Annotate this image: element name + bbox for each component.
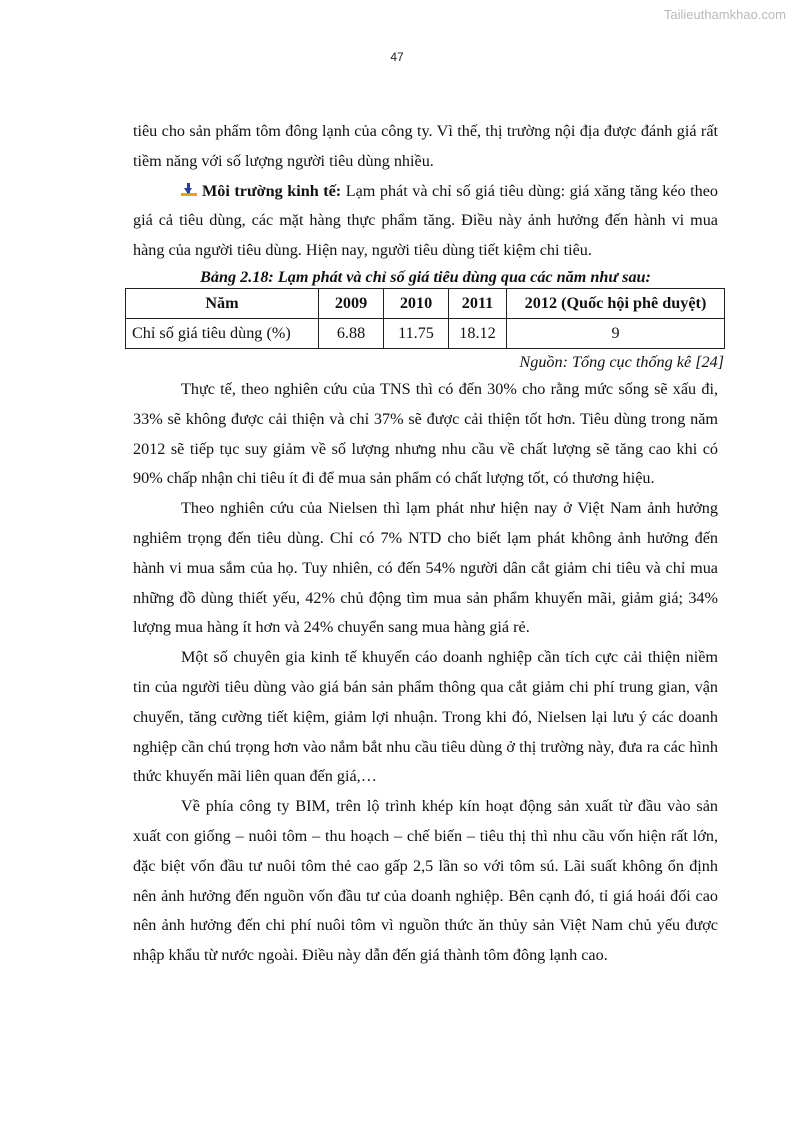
- header-2009: 2009: [319, 288, 384, 318]
- paragraph-intro: tiêu cho sản phẩm tôm đông lạnh của công ty. Vì thế, thị trường nội địa được đánh giá rất tiềm năng với số lượng người tiêu dùng nhiều.: [133, 122, 718, 170]
- header-2010: 2010: [384, 288, 449, 318]
- table-row: [126, 318, 725, 348]
- paragraph-bim: Về phía công ty BIM, trên lộ trình khép kín hoạt động sản xuất từ đầu vào sản xuất con giống – nuôi tôm – thu hoạch – chế biến – tiêu thị thì nhu cầu vốn hiện rất lớn, đặc biệt vốn đầu tư nuôi tôm thẻ cao gấp 2,5 lần so với tôm sú. Lãi suất không ổn định nên ảnh hưởng đến nguồn vốn đầu tư của doanh nghiệp. Bên cạnh đó, tỉ giá hoái đối cao nên ảnh hưởng đến chi phí nuôi tôm vì nguồn thức ăn thủy sản Việt Nam chủ yếu được nhập khẩu từ nước ngoài. Điều này dẫn đến giá thành tôm đông lạnh cao.: [133, 797, 718, 965]
- cpi-table: [125, 288, 725, 349]
- bullet-economic-environment: [133, 177, 718, 266]
- table-header-row: [126, 288, 725, 318]
- bullet-heading: Môi trường kinh tế:: [202, 181, 342, 200]
- page-number: 47: [390, 50, 404, 64]
- header-2012: 2012 (Quốc hội phê duyệt): [507, 288, 725, 318]
- table-source: Nguồn: Tổng cục thống kê [24]: [519, 352, 724, 371]
- push-pin-icon: [181, 182, 197, 198]
- watermark: Tailieuthamkhao.com: [663, 7, 786, 22]
- bullet-text: Lạm phát và chỉ số giá tiêu dùng: giá xăng tăng kéo theo giá cả tiêu dùng, các mặt hàng thực phẩm tăng. Điều này ảnh hưởng đến hành vi mua hàng của người tiêu dùng. Hiện nay, người tiêu dùng tiết kiệm chi tiêu.: [133, 181, 718, 260]
- cell-2009: 6.88: [319, 318, 384, 348]
- header-2011: 2011: [449, 288, 507, 318]
- paragraph-tns: Thực tế, theo nghiên cứu của TNS thì có đến 30% cho rằng mức sống sẽ xấu đi, 33% sẽ không được cải thiện và chỉ 37% sẽ được cải thiện tốt hơn. Tiêu dùng trong năm 2012 sẽ tiếp tục suy giảm về số lượng nhưng nhu cầu về chất lượng sẽ tăng cao khi có 90% chấp nhận chi tiêu ít đi để mua sản phẩm có chất lượng tốt, có thương hiệu.: [133, 379, 718, 488]
- table-caption: Bảng 2.18: Lạm phát và chỉ số giá tiêu dùng qua các năm như sau:: [200, 267, 651, 286]
- row-label: Chỉ số giá tiêu dùng (%): [126, 318, 319, 348]
- header-year: Năm: [126, 288, 319, 318]
- paragraph-nielsen: Theo nghiên cứu của Nielsen thì lạm phát như hiện nay ở Việt Nam ảnh hưởng nghiêm trọng đến tiêu dùng. Chỉ có 7% NTD cho biết lạm phát không ảnh hưởng đến hành vi mua sắm của họ. Tuy nhiên, có đến 54% người dân cắt giảm chi tiêu và chỉ mua những đồ dùng thiết yếu, 42% chủ động tìm mua sản phẩm khuyến mãi, giảm giá; 34% lượng mua hàng ít hơn và 24% chuyển sang mua hàng giá rẻ.: [133, 499, 718, 637]
- cell-2012: 9: [507, 318, 725, 348]
- document-body: [132, 117, 724, 971]
- cell-2010: 11.75: [384, 318, 449, 348]
- paragraph-experts: Một số chuyên gia kinh tế khuyến cáo doanh nghiệp cần tích cực cải thiện niềm tin của người tiêu dùng vào giá bán sản phẩm thông qua cắt giảm chi phí trung gian, vận chuyển, tăng cường tiết kiệm, giảm lợi nhuận. Trong khi đó, Nielsen lại lưu ý các doanh nghiệp cần chú trọng hơn vào nắm bắt nhu cầu tiêu dùng ở thị trường này, đưa ra các hình thức khuyến mãi liên quan đến giá,…: [133, 648, 718, 786]
- cell-2011: 18.12: [449, 318, 507, 348]
